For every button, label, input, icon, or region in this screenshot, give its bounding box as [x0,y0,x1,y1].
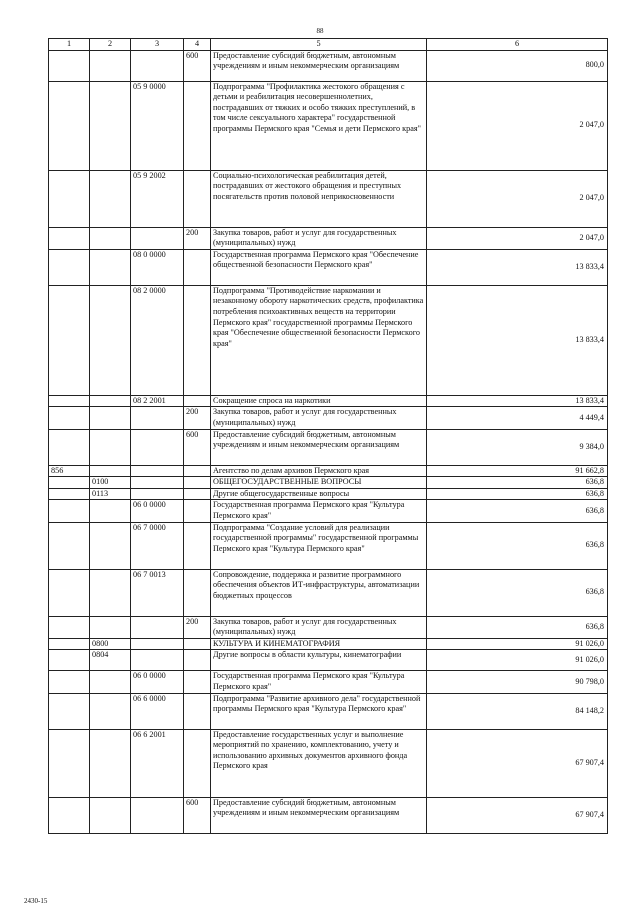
header-col-2: 2 [90,39,131,51]
cell-section: 0100 [90,477,131,489]
table-row [49,477,608,489]
cell-amount: 91 662,8 [427,465,608,477]
cell-description: Предоставление субсидий бюджетным, автономным учреждениям и иным некоммерческим организациям [211,797,427,833]
cell-description: Агентство по делам архивов Пермского края [211,465,427,477]
cell-section: 0800 [90,638,131,650]
cell-amount: 636,8 [427,477,608,489]
cell-grbs [49,285,90,395]
cell-amount: 2 047,0 [427,227,608,249]
cell-description: Подпрограмма "Создание условий для реализации государственной программы" государственной программы Пермского края "Культура Пермского края" [211,522,427,569]
cell-section: 0804 [90,650,131,671]
cell-amount: 800,0 [427,50,608,81]
cell-target-article [131,616,184,638]
cell-target-article [131,429,184,465]
cell-expense-type: 600 [184,50,211,81]
table-row [49,671,608,693]
table-row [49,395,608,407]
cell-grbs [49,797,90,833]
cell-amount: 13 833,4 [427,285,608,395]
table-row [49,650,608,671]
cell-description: Другие общегосударственные вопросы [211,488,427,500]
cell-amount: 67 907,4 [427,729,608,797]
cell-grbs [49,477,90,489]
cell-section [90,81,131,170]
cell-grbs [49,616,90,638]
cell-expense-type: 200 [184,616,211,638]
cell-amount: 67 907,4 [427,797,608,833]
cell-grbs [49,569,90,616]
cell-description: Сопровождение, поддержка и развитие программного обеспечения объектов ИТ-инфраструктуры, автоматизации бюджетных процессов [211,569,427,616]
cell-description: Закупка товаров, работ и услуг для государственных (муниципальных) нужд [211,407,427,429]
header-col-1: 1 [49,39,90,51]
cell-section [90,797,131,833]
cell-amount: 636,8 [427,500,608,522]
cell-expense-type [184,477,211,489]
cell-target-article [131,650,184,671]
cell-target-article: 06 7 0000 [131,522,184,569]
cell-target-article: 06 0 0000 [131,671,184,693]
cell-expense-type [184,522,211,569]
cell-amount: 91 026,0 [427,638,608,650]
cell-amount: 2 047,0 [427,170,608,227]
cell-target-article [131,638,184,650]
cell-section [90,249,131,285]
cell-section [90,170,131,227]
cell-expense-type: 200 [184,227,211,249]
cell-target-article: 05 9 2002 [131,170,184,227]
cell-target-article: 06 6 2001 [131,729,184,797]
cell-description: Государственная программа Пермского края "Обеспечение общественной безопасности Пермского края" [211,249,427,285]
cell-target-article: 06 0 0000 [131,500,184,522]
cell-expense-type [184,693,211,729]
cell-grbs [49,227,90,249]
cell-target-article: 06 7 0013 [131,569,184,616]
cell-target-article [131,797,184,833]
cell-amount: 91 026,0 [427,650,608,671]
cell-section [90,395,131,407]
cell-grbs [49,395,90,407]
cell-expense-type [184,81,211,170]
cell-amount: 4 449,4 [427,407,608,429]
table-row [49,729,608,797]
cell-expense-type [184,729,211,797]
cell-grbs [49,429,90,465]
cell-description: Государственная программа Пермского края "Культура Пермского края" [211,500,427,522]
cell-grbs [49,81,90,170]
table-row [49,285,608,395]
cell-grbs [49,693,90,729]
table-row [49,693,608,729]
header-col-3: 3 [131,39,184,51]
cell-description: Предоставление субсидий бюджетным, автономным учреждениям и иным некоммерческим организациям [211,429,427,465]
cell-expense-type [184,285,211,395]
cell-grbs [49,638,90,650]
cell-amount: 636,8 [427,522,608,569]
cell-amount: 84 148,2 [427,693,608,729]
budget-table [48,38,608,834]
cell-target-article [131,488,184,500]
cell-target-article [131,477,184,489]
cell-section [90,693,131,729]
cell-target-article [131,407,184,429]
cell-expense-type [184,650,211,671]
header-col-5: 5 [211,39,427,51]
cell-section [90,429,131,465]
table-row [49,797,608,833]
cell-description: Социально-психологическая реабилитация детей, пострадавших от жестокого обращения и преступных посягательств против половой неприкосновенности [211,170,427,227]
cell-amount: 13 833,4 [427,249,608,285]
cell-grbs [49,500,90,522]
cell-amount: 13 833,4 [427,395,608,407]
cell-section [90,227,131,249]
table-row [49,227,608,249]
cell-section: 0113 [90,488,131,500]
cell-target-article: 05 9 0000 [131,81,184,170]
cell-target-article: 08 2 2001 [131,395,184,407]
cell-expense-type [184,638,211,650]
cell-expense-type [184,671,211,693]
table-row [49,522,608,569]
cell-section [90,407,131,429]
cell-target-article [131,227,184,249]
cell-target-article: 06 6 0000 [131,693,184,729]
cell-description: Государственная программа Пермского края "Культура Пермского края" [211,671,427,693]
cell-expense-type: 600 [184,797,211,833]
cell-grbs [49,650,90,671]
table-row [49,488,608,500]
cell-description: Предоставление государственных услуг и выполнение мероприятий по хранению, комплектованию, учету и использованию архивных документов архивного фонда Пермского края [211,729,427,797]
header-col-6: 6 [427,39,608,51]
footer-code: 2430-15 [24,897,48,905]
cell-expense-type: 200 [184,407,211,429]
cell-amount: 90 798,0 [427,671,608,693]
cell-expense-type: 600 [184,429,211,465]
cell-grbs [49,729,90,797]
cell-amount: 636,8 [427,616,608,638]
cell-section [90,522,131,569]
cell-section [90,500,131,522]
table-row [49,170,608,227]
cell-description: Подпрограмма "Развитие архивного дела" государственной программы Пермского края "Культура Пермского края" [211,693,427,729]
cell-section [90,285,131,395]
cell-expense-type [184,569,211,616]
cell-amount: 9 384,0 [427,429,608,465]
table-row [49,500,608,522]
cell-section [90,671,131,693]
table-row [49,429,608,465]
cell-amount: 636,8 [427,488,608,500]
cell-expense-type [184,488,211,500]
cell-expense-type [184,500,211,522]
cell-section [90,729,131,797]
cell-section [90,465,131,477]
cell-target-article: 08 2 0000 [131,285,184,395]
cell-grbs [49,50,90,81]
cell-grbs [49,407,90,429]
cell-grbs: 856 [49,465,90,477]
cell-grbs [49,170,90,227]
cell-target-article: 08 0 0000 [131,249,184,285]
cell-amount: 2 047,0 [427,81,608,170]
cell-description: Закупка товаров, работ и услуг для государственных (муниципальных) нужд [211,227,427,249]
cell-description: ОБЩЕГОСУДАРСТВЕННЫЕ ВОПРОСЫ [211,477,427,489]
table-row [49,407,608,429]
cell-section [90,569,131,616]
cell-amount: 636,8 [427,569,608,616]
header-col-4: 4 [184,39,211,51]
cell-description: Закупка товаров, работ и услуг для государственных (муниципальных) нужд [211,616,427,638]
cell-description: Подпрограмма "Противодействие наркомании и незаконному обороту наркотических средств, профилактика потребления психоактивных веществ на территории Пермского края" государственной программы Пермского края "Обеспечение общественной безопасности Пермского края" [211,285,427,395]
cell-expense-type [184,465,211,477]
table-row [49,50,608,81]
table-row [49,465,608,477]
cell-grbs [49,522,90,569]
cell-target-article [131,50,184,81]
cell-grbs [49,488,90,500]
table-row [49,638,608,650]
cell-grbs [49,249,90,285]
cell-description: КУЛЬТУРА И КИНЕМАТОГРАФИЯ [211,638,427,650]
cell-expense-type [184,395,211,407]
cell-description: Подпрограмма "Профилактика жестокого обращения с детьми и реабилитация несовершеннолетних, пострадавших от тяжких и особо тяжких преступлений, в том числе сексуального характера" государственной программы Пермского края "Семья и дети Пермского края" [211,81,427,170]
table-row [49,616,608,638]
cell-grbs [49,671,90,693]
header-row [49,39,608,51]
cell-target-article [131,465,184,477]
cell-section [90,50,131,81]
page-number: 88 [316,27,324,35]
table-row [49,81,608,170]
table-row [49,249,608,285]
cell-expense-type [184,170,211,227]
cell-description: Другие вопросы в области культуры, кинематографии [211,650,427,671]
cell-expense-type [184,249,211,285]
cell-description: Сокращение спроса на наркотики [211,395,427,407]
cell-description: Предоставление субсидий бюджетным, автономным учреждениям и иным некоммерческим организациям [211,50,427,81]
table-row [49,569,608,616]
cell-section [90,616,131,638]
